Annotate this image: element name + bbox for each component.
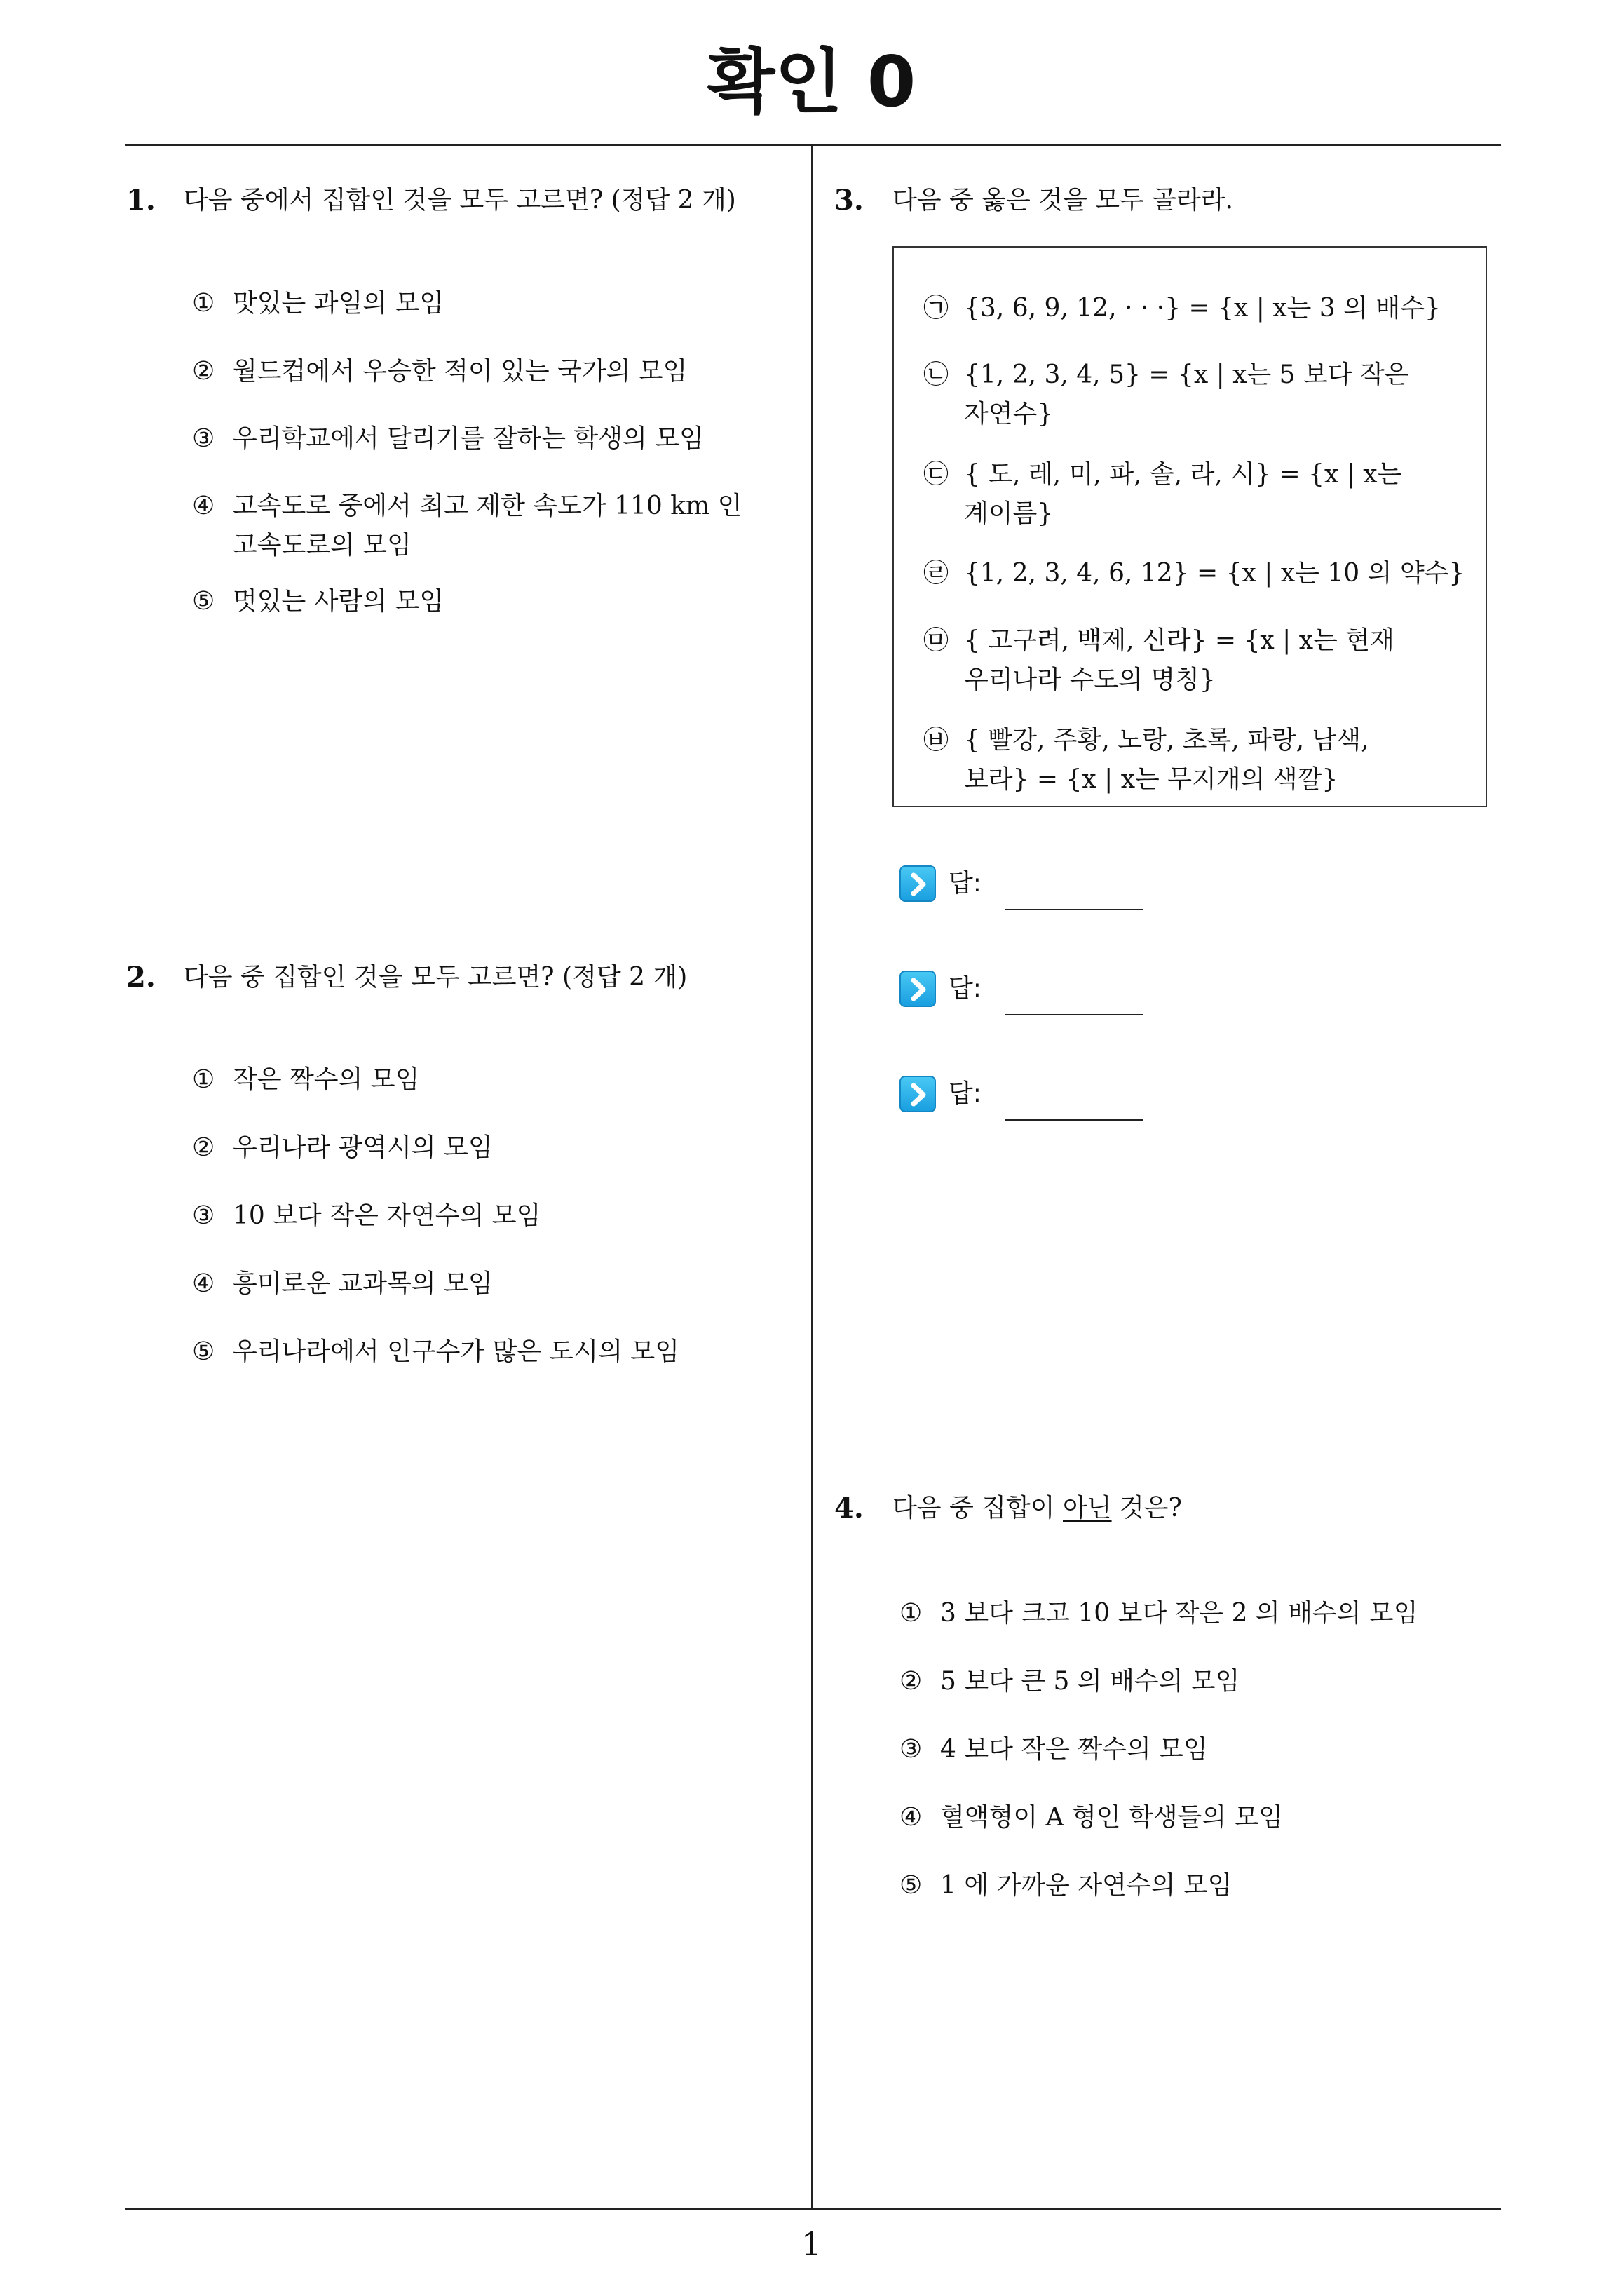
statement-marker: ㉡ [923,360,949,389]
option-text: 1 에 가까운 자연수의 모임 [940,1871,1232,1900]
statement-2 [923,356,1409,434]
statement-5 [923,621,1394,700]
page-number: 1 [801,2225,822,2263]
question-1-option-5[interactable] [192,582,444,621]
statement-text: { 도, 레, 미, 파, 솔, 라, 시} = {x | x는 [964,460,1402,489]
option-marker: ④ [192,1269,215,1298]
option-marker: ④ [192,492,215,520]
statement-marker: ㉥ [923,726,949,755]
option-marker: ③ [899,1735,923,1764]
question-2-option-1[interactable] [192,1060,419,1100]
statement-marker: ㉢ [923,460,949,489]
question-4-option-4[interactable] [899,1798,1283,1837]
statement-text-continued: 보라} = {x | x는 무지개의 색깔} [964,765,1338,794]
option-text: 우리나라 광역시의 모임 [233,1133,493,1162]
statement-marker: ㉠ [923,294,949,323]
footer-rule [125,2208,1501,2210]
question-4-option-1[interactable] [899,1594,1418,1633]
statement-text: {1, 2, 3, 4, 5} = {x | x는 5 보다 작은 [964,360,1409,389]
question-4-option-5[interactable] [899,1866,1232,1905]
statement-marker: ㉤ [923,626,949,655]
question-4-option-2[interactable] [899,1662,1240,1701]
option-text: 작은 짝수의 모임 [233,1065,420,1094]
question-3-number: 3. [834,184,864,217]
question-3-prompt: 다음 중 옳은 것을 모두 골라라. [892,186,1233,215]
question-2-option-3[interactable] [192,1196,541,1236]
statement-3 [923,455,1401,534]
statement-6 [923,721,1369,799]
question-1-number: 1. [126,184,156,217]
option-marker: ② [192,1133,215,1162]
question-4-option-3[interactable] [899,1730,1208,1769]
option-text: 고속도로 중에서 최고 제한 속도가 110 km 인 [233,492,742,520]
answer-blank[interactable] [1005,1014,1143,1015]
statement-text-continued: 계이름} [964,499,1054,528]
answer-label: 답: [949,974,982,1003]
prompt-emphasis: 아닌 [1063,1494,1112,1522]
question-1-option-3[interactable] [192,419,704,459]
answer-label: 답: [949,869,982,898]
chevron-right-icon [899,865,936,902]
option-marker: ⑤ [192,1337,215,1366]
option-marker: ② [192,357,215,386]
prompt-text: 다음 중 집합이 [892,1494,1063,1522]
question-4-number: 4. [834,1492,864,1525]
option-marker: ④ [899,1803,923,1832]
prompt-text: 것은? [1111,1494,1182,1522]
option-text: 멋있는 사람의 모임 [233,587,444,616]
column-divider [811,145,813,2208]
option-text: 혈액형이 A 형인 학생들의 모임 [940,1803,1284,1832]
answer-blank[interactable] [1005,909,1143,910]
question-1-option-2[interactable] [192,352,687,391]
option-text: 10 보다 작은 자연수의 모임 [233,1201,541,1230]
statement-4 [923,554,1465,593]
question-4-prompt [892,1489,1182,1528]
question-2-option-2[interactable] [192,1128,493,1168]
option-marker: ② [899,1667,923,1696]
option-text: 월드컵에서 우승한 적이 있는 국가의 모임 [233,357,688,386]
option-marker: ⑤ [192,587,215,616]
chevron-right-icon [899,971,936,1007]
statement-text: { 고구려, 백제, 신라} = {x | x는 현재 [964,626,1394,655]
option-marker: ① [899,1599,923,1628]
option-marker: ① [192,289,215,318]
option-text: 흥미로운 교과목의 모임 [233,1269,493,1298]
option-text: 5 보다 큰 5 의 배수의 모임 [940,1667,1240,1696]
statement-text-continued: 자연수} [964,400,1054,428]
answer-blank[interactable] [1005,1119,1143,1121]
question-1-option-1[interactable] [192,284,444,323]
option-text: 3 보다 크고 10 보다 작은 2 의 배수의 모임 [940,1599,1418,1628]
chevron-right-icon [899,1076,936,1112]
question-2-prompt: 다음 중 집합인 것을 모두 고르면? (정답 2 개) [184,963,688,992]
option-text: 4 보다 작은 짝수의 모임 [940,1735,1208,1764]
statement-text: {3, 6, 9, 12, · · ·} = {x | x는 3 의 배수} [964,294,1441,323]
question-1-prompt: 다음 중에서 집합인 것을 모두 고르면? (정답 2 개) [184,186,736,215]
question-2-option-4[interactable] [192,1264,493,1304]
option-text-continued: 고속도로의 모임 [233,531,412,560]
statement-text-continued: 우리나라 수도의 명칭} [964,666,1216,694]
question-1-option-4[interactable] [192,487,742,565]
option-marker: ⑤ [899,1871,923,1900]
page-title: 확인 0 [707,41,916,123]
question-2-number: 2. [126,961,156,994]
question-2-option-5[interactable] [192,1332,679,1372]
statement-text: { 빨강, 주황, 노랑, 초록, 파랑, 남색, [964,726,1369,755]
option-marker: ① [192,1065,215,1094]
statement-text: {1, 2, 3, 4, 6, 12} = {x | x는 10 의 약수} [964,559,1465,588]
statement-1 [923,289,1441,328]
option-text: 우리나라에서 인구수가 많은 도시의 모임 [233,1337,679,1366]
answer-label: 답: [949,1079,982,1108]
option-text: 우리학교에서 달리기를 잘하는 학생의 모임 [233,424,704,453]
option-marker: ③ [192,424,215,453]
option-marker: ③ [192,1201,215,1230]
option-text: 맛있는 과일의 모임 [233,289,444,318]
statement-marker: ㉣ [923,559,949,588]
